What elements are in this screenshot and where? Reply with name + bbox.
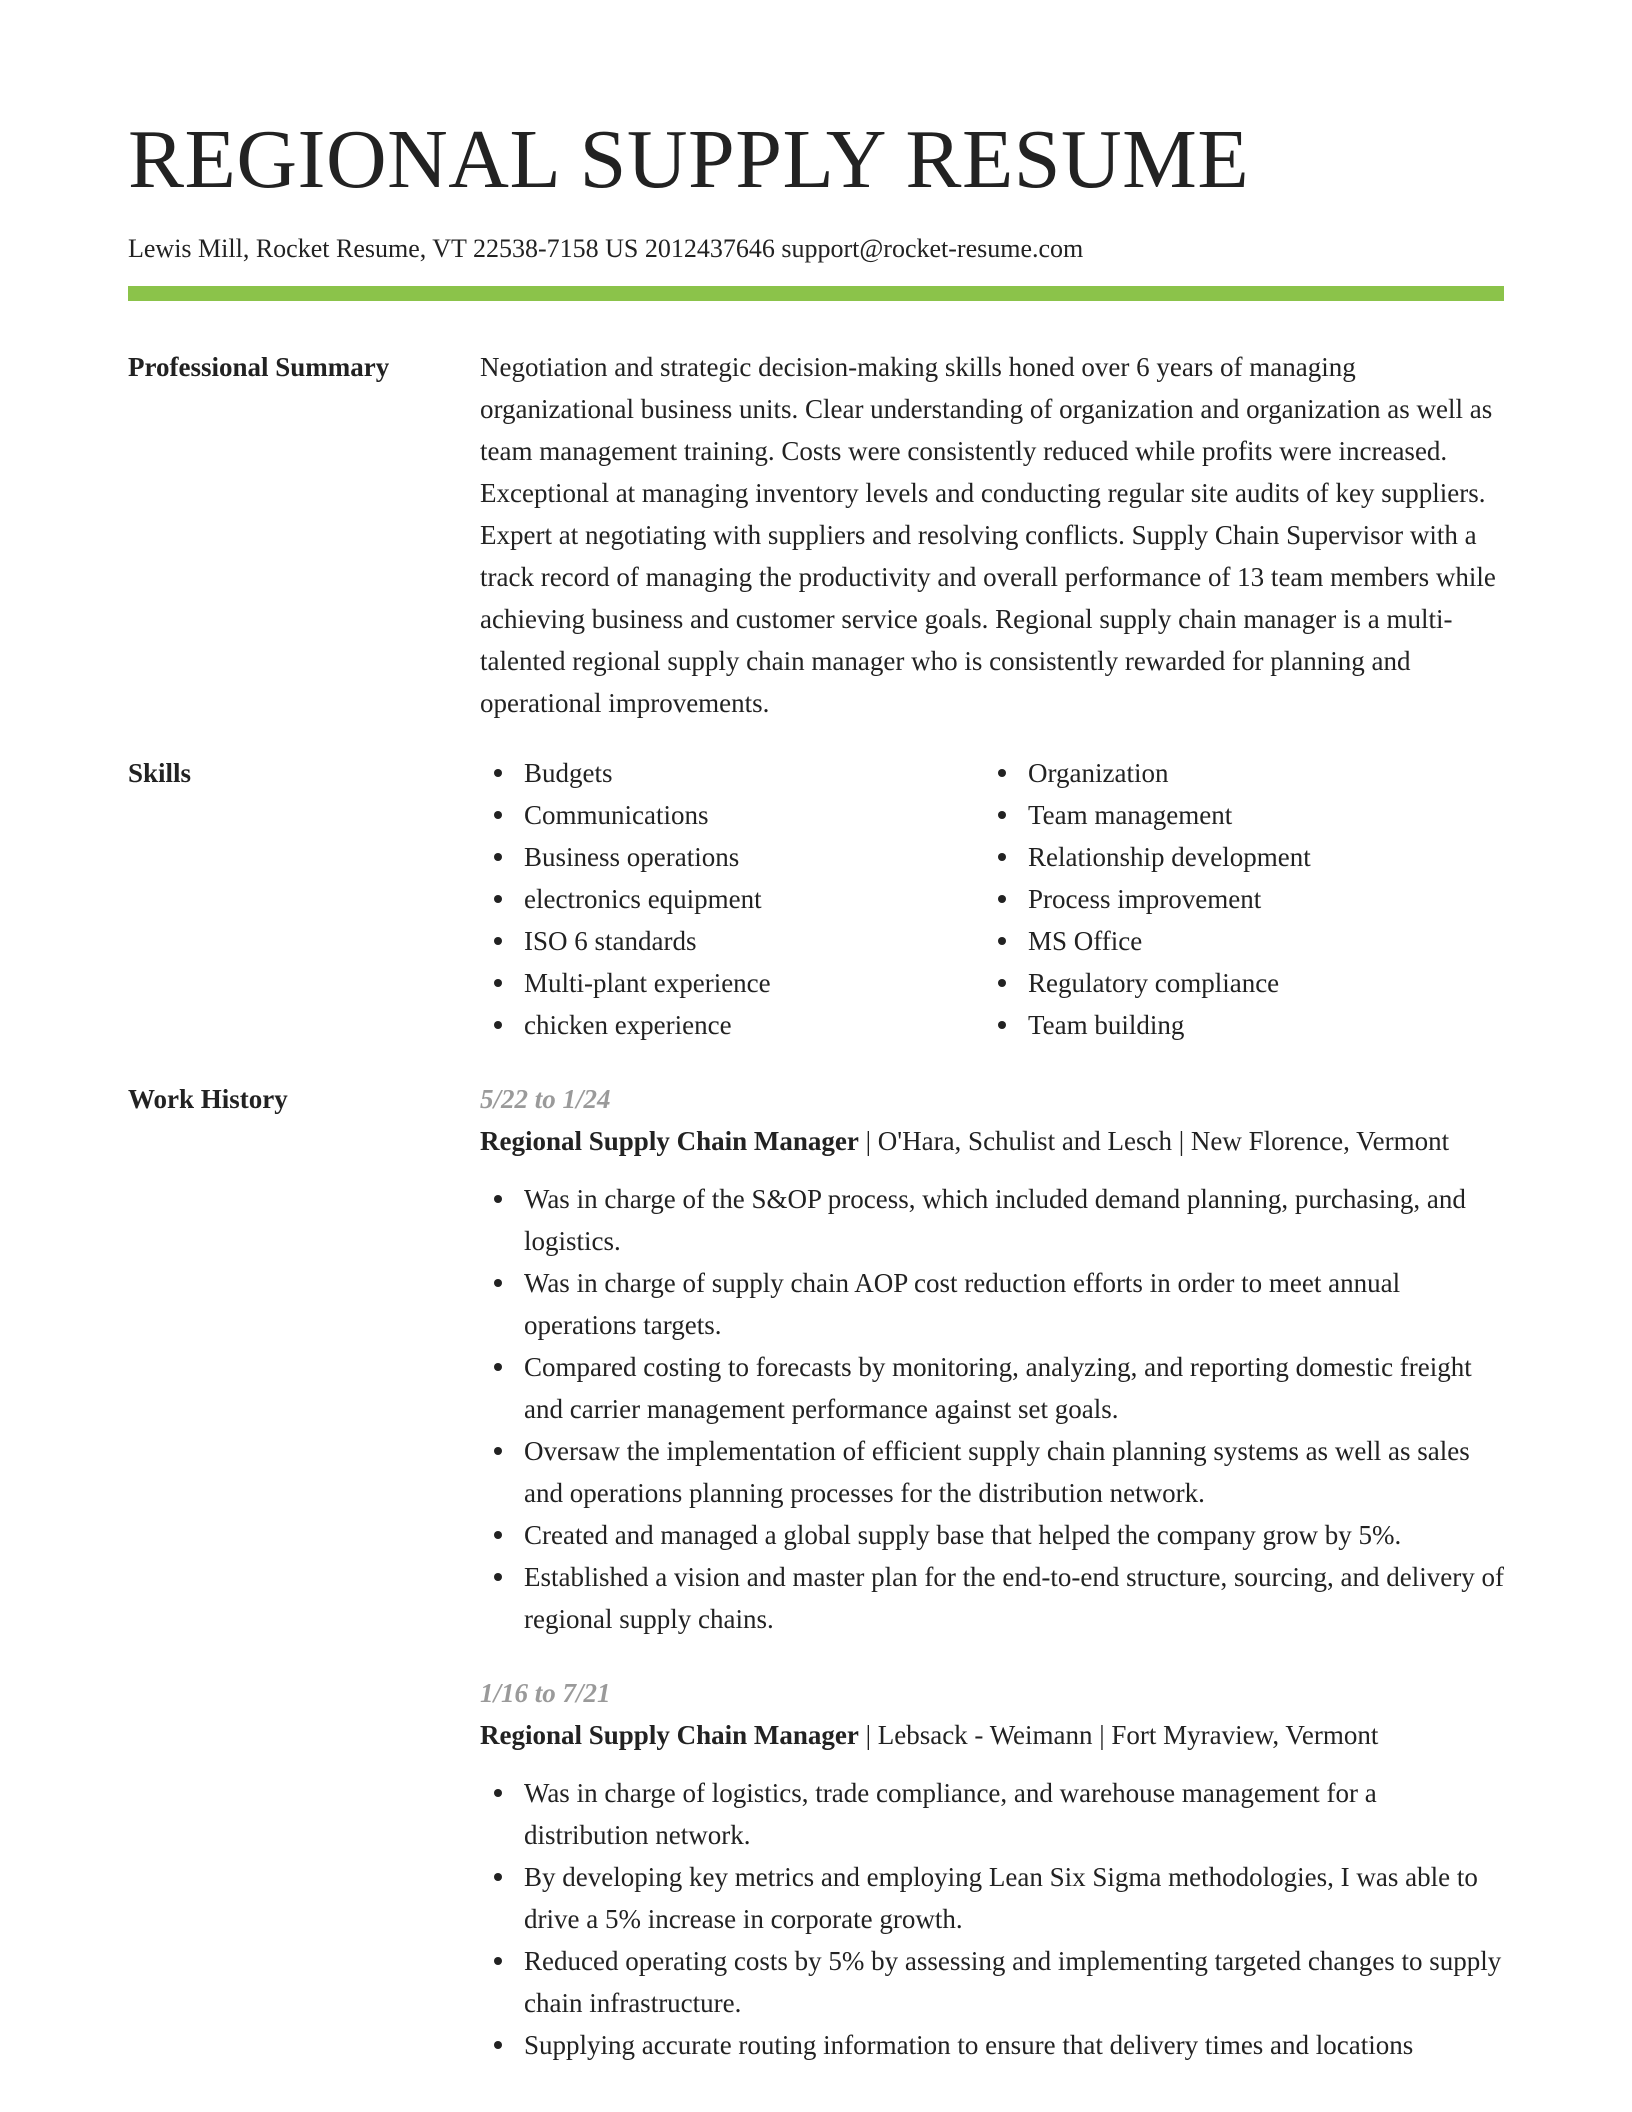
skills-list-right bbox=[984, 752, 1488, 1046]
job-bullet: Supplying accurate routing information to ensure that delivery times and locations bbox=[480, 2024, 1504, 2066]
skill-item: Budgets bbox=[480, 752, 984, 794]
job-bullet: Was in charge of logistics, trade compliance, and warehouse management for a distribution network. bbox=[480, 1772, 1504, 1856]
skill-item: Relationship development bbox=[984, 836, 1488, 878]
skill-item: Process improvement bbox=[984, 878, 1488, 920]
skill-item: Regulatory compliance bbox=[984, 962, 1488, 1004]
job-title: Regional Supply Chain Manager bbox=[480, 1126, 859, 1156]
skills-body bbox=[480, 752, 1504, 1046]
skill-item: Team building bbox=[984, 1004, 1488, 1046]
job-bullets bbox=[480, 1178, 1504, 1640]
accent-divider bbox=[128, 286, 1504, 301]
contact-line: Lewis Mill, Rocket Resume, VT 22538-7158 US 2012437646 support@rocket-resume.com bbox=[128, 234, 1084, 263]
summary-text: Negotiation and strategic decision-making skills honed over 6 years of managing organizational business units. Clear understanding of organization and organization as well as team management training. Costs were consistently reduced while profits were increased. Exceptional at managing inventory levels and conducting regular site audits of key suppliers. Expert at negotiating with suppliers and resolving conflicts. Supply Chain Supervisor with a track record of managing the productivity and overall performance of 13 team members while achieving business and customer service goals. Regional supply chain manager is a multi-talented regional supply chain manager who is consistently rewarded for planning and operational improvements. bbox=[480, 352, 1496, 718]
job-bullet: By developing key metrics and employing Lean Six Sigma methodologies, I was able to drive a 5% increase in corporate growth. bbox=[480, 1856, 1504, 1940]
work-history-heading: Work History bbox=[128, 1084, 288, 1114]
skill-item: Business operations bbox=[480, 836, 984, 878]
skill-item: Multi-plant experience bbox=[480, 962, 984, 1004]
job-entry bbox=[480, 1672, 1504, 2066]
job-header bbox=[480, 1714, 1504, 1756]
skill-item: Team management bbox=[984, 794, 1488, 836]
job-bullet: Was in charge of supply chain AOP cost reduction efforts in order to meet annual operations targets. bbox=[480, 1262, 1504, 1346]
job-dates: 5/22 to 1/24 bbox=[480, 1084, 611, 1114]
job-bullet: Compared costing to forecasts by monitoring, analyzing, and reporting domestic freight and carrier management performance against set goals. bbox=[480, 1346, 1504, 1430]
skill-item: ISO 6 standards bbox=[480, 920, 984, 962]
job-bullet: Established a vision and master plan for the end-to-end structure, sourcing, and delivery of regional supply chains. bbox=[480, 1556, 1504, 1640]
job-dates: 1/16 to 7/21 bbox=[480, 1678, 611, 1708]
job-entry bbox=[480, 1078, 1504, 1640]
job-details: | O'Hara, Schulist and Lesch | New Florence, Vermont bbox=[858, 1126, 1450, 1156]
job-bullets bbox=[480, 1772, 1504, 2066]
skill-item: electronics equipment bbox=[480, 878, 984, 920]
job-header bbox=[480, 1120, 1504, 1162]
job-bullet: Reduced operating costs by 5% by assessing and implementing targeted changes to supply chain infrastructure. bbox=[480, 1940, 1504, 2024]
job-title: Regional Supply Chain Manager bbox=[480, 1720, 859, 1750]
job-bullet: Created and managed a global supply base that helped the company grow by 5%. bbox=[480, 1514, 1504, 1556]
work-history-body bbox=[480, 1078, 1504, 2098]
skill-item: Communications bbox=[480, 794, 984, 836]
job-bullet: Was in charge of the S&OP process, which included demand planning, purchasing, and logistics. bbox=[480, 1178, 1504, 1262]
skill-item: MS Office bbox=[984, 920, 1488, 962]
resume-title: REGIONAL SUPPLY RESUME bbox=[128, 113, 1250, 206]
summary-heading: Professional Summary bbox=[128, 352, 390, 382]
job-bullet: Oversaw the implementation of efficient supply chain planning systems as well as sales and operations planning processes for the distribution network. bbox=[480, 1430, 1504, 1514]
skill-item: chicken experience bbox=[480, 1004, 984, 1046]
skills-heading: Skills bbox=[128, 758, 192, 788]
job-details: | Lebsack - Weimann | Fort Myraview, Vermont bbox=[858, 1720, 1379, 1750]
skill-item: Organization bbox=[984, 752, 1488, 794]
summary-body bbox=[480, 346, 1504, 724]
skills-list-left bbox=[480, 752, 984, 1046]
